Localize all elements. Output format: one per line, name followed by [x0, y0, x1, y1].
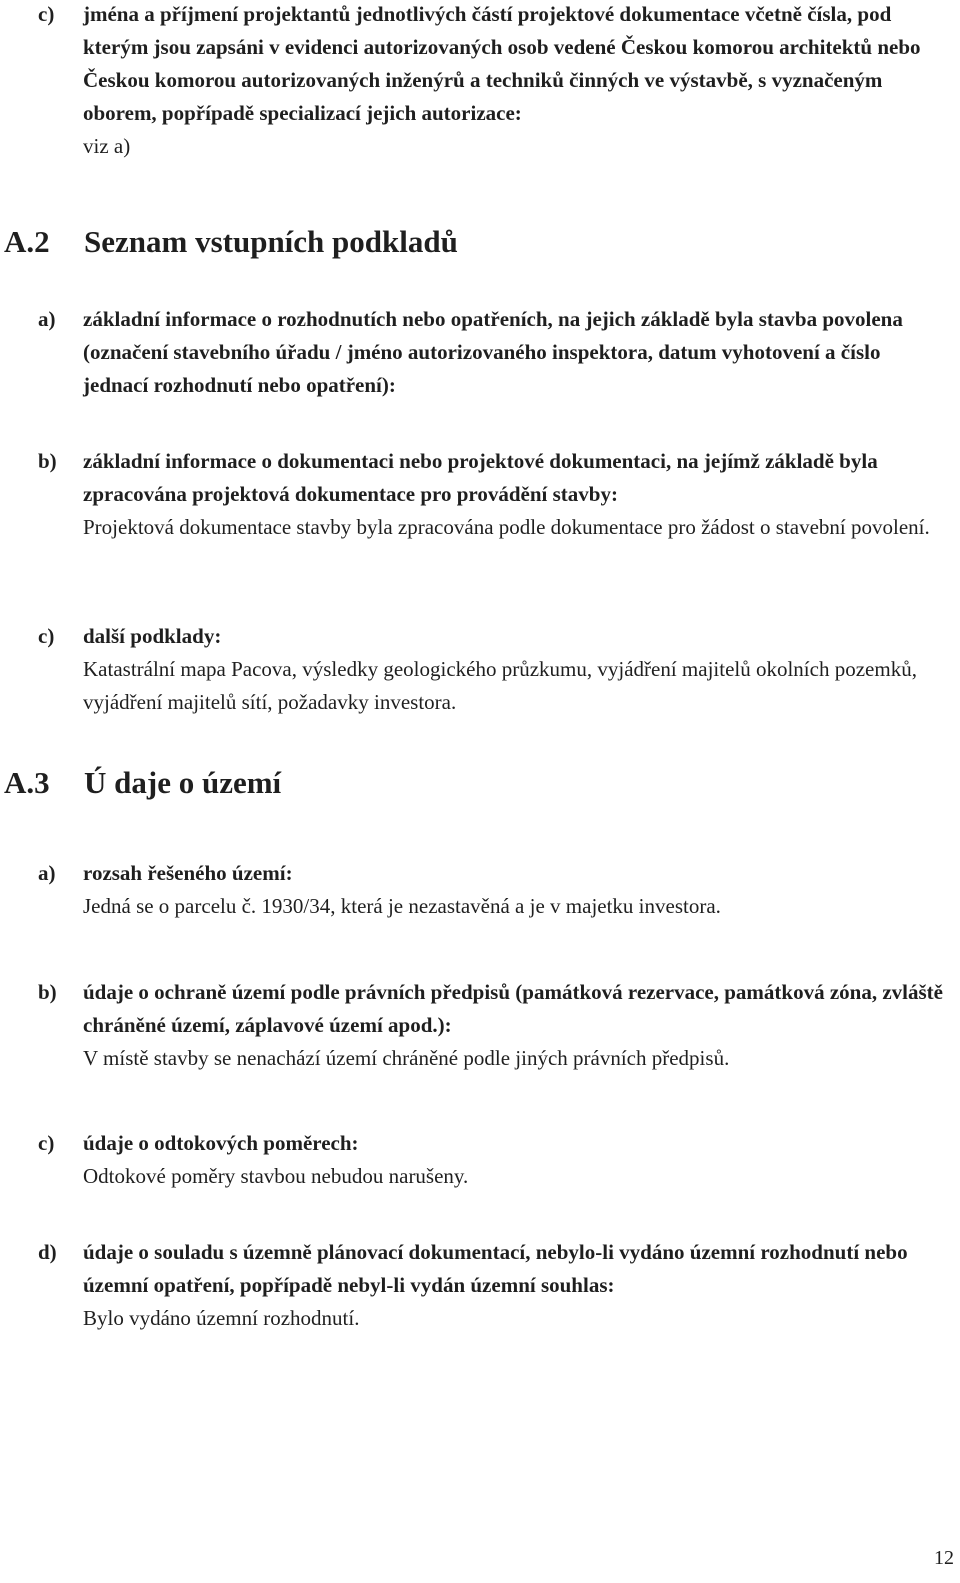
item-marker: c): [38, 624, 55, 648]
item-marker: b): [38, 980, 57, 1004]
item-answer: Odtokové poměry stavbou nebudou narušeny.: [83, 1164, 469, 1188]
section-number: A.2: [4, 224, 50, 259]
section-title: Ú daje o území: [84, 765, 282, 800]
list-item: [38, 620, 943, 719]
item-question: jména a příjmení projektantů jednotlivých částí projektové dokumentace včetně čísla, pod kterým jsou zapsáni v evidenci autorizovaných osob vedené Českou komorou architektů nebo Českou komorou autorizovaných inženýrů a techniků činných ve výstavbě, s vyznačeným oborem, popřípadě specializací jejich autorizace:: [83, 2, 921, 125]
item-answer: Bylo vydáno územní rozhodnutí.: [83, 1306, 360, 1330]
item-question: údaje o odtokových poměrech:: [83, 1131, 359, 1155]
item-marker: c): [38, 2, 55, 26]
item-answer: Jedná se o parcelu č. 1930/34, která je nezastavěná a je v majetku investora.: [83, 894, 721, 918]
item-marker: d): [38, 1240, 57, 1264]
list-item: [38, 1127, 943, 1193]
item-marker: c): [38, 1131, 55, 1155]
item-answer: V místě stavby se nenachází území chráněné podle jiných právních předpisů.: [83, 1046, 730, 1070]
item-answer: Katastrální mapa Pacova, výsledky geologického průzkumu, vyjádření majitelů okolních pozemků, vyjádření majitelů sítí, požadavky investora.: [83, 657, 917, 714]
item-question: rozsah řešeného území:: [83, 861, 293, 885]
item-answer: viz a): [83, 134, 131, 158]
list-item: [38, 303, 943, 402]
item-marker: a): [38, 307, 56, 331]
list-item: [38, 445, 943, 544]
item-question: základní informace o dokumentaci nebo projektové dokumentaci, na jejímž základě byla zpracována projektová dokumentace pro provádění stavby:: [83, 449, 878, 506]
item-question: další podklady:: [83, 624, 222, 648]
list-item: [38, 857, 943, 923]
item-marker: a): [38, 861, 56, 885]
item-question: údaje o ochraně území podle právních předpisů (památková rezervace, památková zóna, zvláště chráněné území, záplavové území apod.):: [83, 980, 943, 1037]
intro-item: [38, 0, 943, 163]
item-question: základní informace o rozhodnutích nebo opatřeních, na jejich základě byla stavba povolena (označení stavebního úřadu / jméno autorizovaného inspektora, datum vyhotovení a číslo jednací rozhodnutí nebo opatření):: [83, 307, 903, 397]
list-item: [38, 1236, 943, 1335]
list-item: [38, 976, 943, 1075]
section-number: A.3: [4, 765, 50, 800]
item-marker: b): [38, 449, 57, 473]
item-answer: Projektová dokumentace stavby byla zpracována podle dokumentace pro žádost o stavební povolení.: [83, 515, 930, 539]
item-question: údaje o souladu s územně plánovací dokumentací, nebylo-li vydáno územní rozhodnutí nebo územní opatření, popřípadě nebyl-li vydán územní souhlas:: [83, 1240, 908, 1297]
section-title: Seznam vstupních podkladů: [84, 224, 458, 259]
page-number: 12: [934, 1547, 954, 1569]
